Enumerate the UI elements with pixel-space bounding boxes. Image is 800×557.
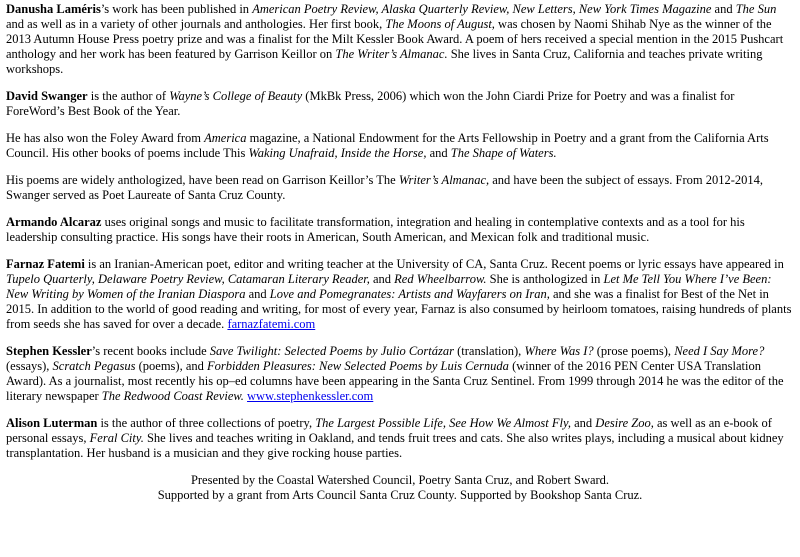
kessler-website-link[interactable]: www.stephenkessler.com — [247, 389, 374, 403]
bio-luterman: Alison Luterman is the author of three collections of poetry, The Largest Possible Life, See How We Almost Fly, and Desire Zoo, as well as an e-book of personal essays, Feral City. She lives and teaches writing in Oakland, and tends fruit trees and cats. She also writes plays, including a musical about kidney transplantation. Her husband is a musician and they give rocking house parties. — [6, 416, 784, 460]
supported-by-line: Supported by a grant from Arts Council Santa Cruz County. Supported by Bookshop Santa Cruz. — [157, 488, 643, 502]
bio-alcaraz: Armando Alcaraz uses original songs and music to facilitate transformation, integration and healing in contemplative contexts and as a tool for his leadership consulting practice. His songs have their roots in American, South American, and Mexican folk and traditional music. — [6, 215, 745, 244]
bio-swanger-anthologized: His poems are widely anthologized, have been read on Garrison Keillor’s The Writer’s Almanac, and have been the subject of essays. From 2012-2014, Swanger served as Poet Laureate of Santa Cruz County. — [6, 173, 764, 202]
bio-swanger: David Swanger is the author of Wayne’s College of Beauty (MkBk Press, 2006) which won the John Ciardi Prize for Poetry and was a finalist for ForeWord’s Best Book of the Year. — [6, 89, 735, 118]
bio-kessler: Stephen Kessler’s recent books include Save Twilight: Selected Poems by Julio Cortázar (translation), Where Was I? (prose poems), Need I Say More? (essays), Scratch Pegasus (poems), and Forbidden Pleasures: New Selected Poems by Luis Cernuda (winner of the 2016 PEN Center USA Translation Award). As a journalist, most recently his op–ed columns have been appearing in the Santa Cruz Sentinel. From 1999 through 2014 he was the editor of the literary newspaper The Redwood Coast Review. www.stephenkessler.com — [6, 344, 784, 403]
author-name: David Swanger — [6, 89, 88, 103]
bio-fatemi: Farnaz Fatemi is an Iranian-American poet, editor and writing teacher at the University of CA, Santa Cruz. Recent poems or lyric essays have appeared in Tupelo Quarterly, Delaware Poetry Review, Catamaran Literary Reader, and Red Wheelbarrow. She is anthologized in Let Me Tell You Where I’ve Been: New Writing by Women of the Iranian Diaspora and Love and Pomegranates: Artists and Wayfarers on Iran, and she was a finalist for Best of the Net in 2015. In addition to the world of good reading and writing, for most of every year, Farnaz is also consumed by heirloom tomatoes, raising hundreds of plants from seeds she has saved for over a decade. farnazfatemi.com — [6, 257, 792, 331]
author-name: Armando Alcaraz — [6, 215, 102, 229]
presented-by-line: Presented by the Coastal Watershed Council, Poetry Santa Cruz, and Robert Sward. — [190, 473, 610, 487]
bio-lameris: Danusha Laméris’s work has been published in American Poetry Review, Alaska Quarterly Review, New Letters, New York Times Magazine and The Sun and as well as in a variety of other journals and anthologies. Her first book, The Moons of August, was chosen by Naomi Shihab Nye as the winner of the 2013 Autumn House Press poetry prize and was a finalist for the Milt Kessler Book Award. A poem of hers received a special mention in the 2015 Pushcart anthology and her work has been featured by Garrison Keillor on The Writer’s Almanac. She lives in Santa Cruz, California and teaches private writing workshops. — [6, 2, 784, 76]
fatemi-website-link[interactable]: farnazfatemi.com — [227, 317, 316, 331]
sponsor-footer — [6, 473, 794, 503]
author-name: Alison Luterman — [6, 416, 98, 430]
author-name: Stephen Kessler — [6, 344, 92, 358]
author-name: Danusha Laméris — [6, 2, 101, 16]
bio-swanger-awards: He has also won the Foley Award from America magazine, a National Endowment for the Arts Fellowship in Poetry and a grant from the California Arts Council. His other books of poems include This Waking Unafraid, Inside the Horse, and The Shape of Waters. — [6, 131, 769, 160]
author-name: Farnaz Fatemi — [6, 257, 85, 271]
